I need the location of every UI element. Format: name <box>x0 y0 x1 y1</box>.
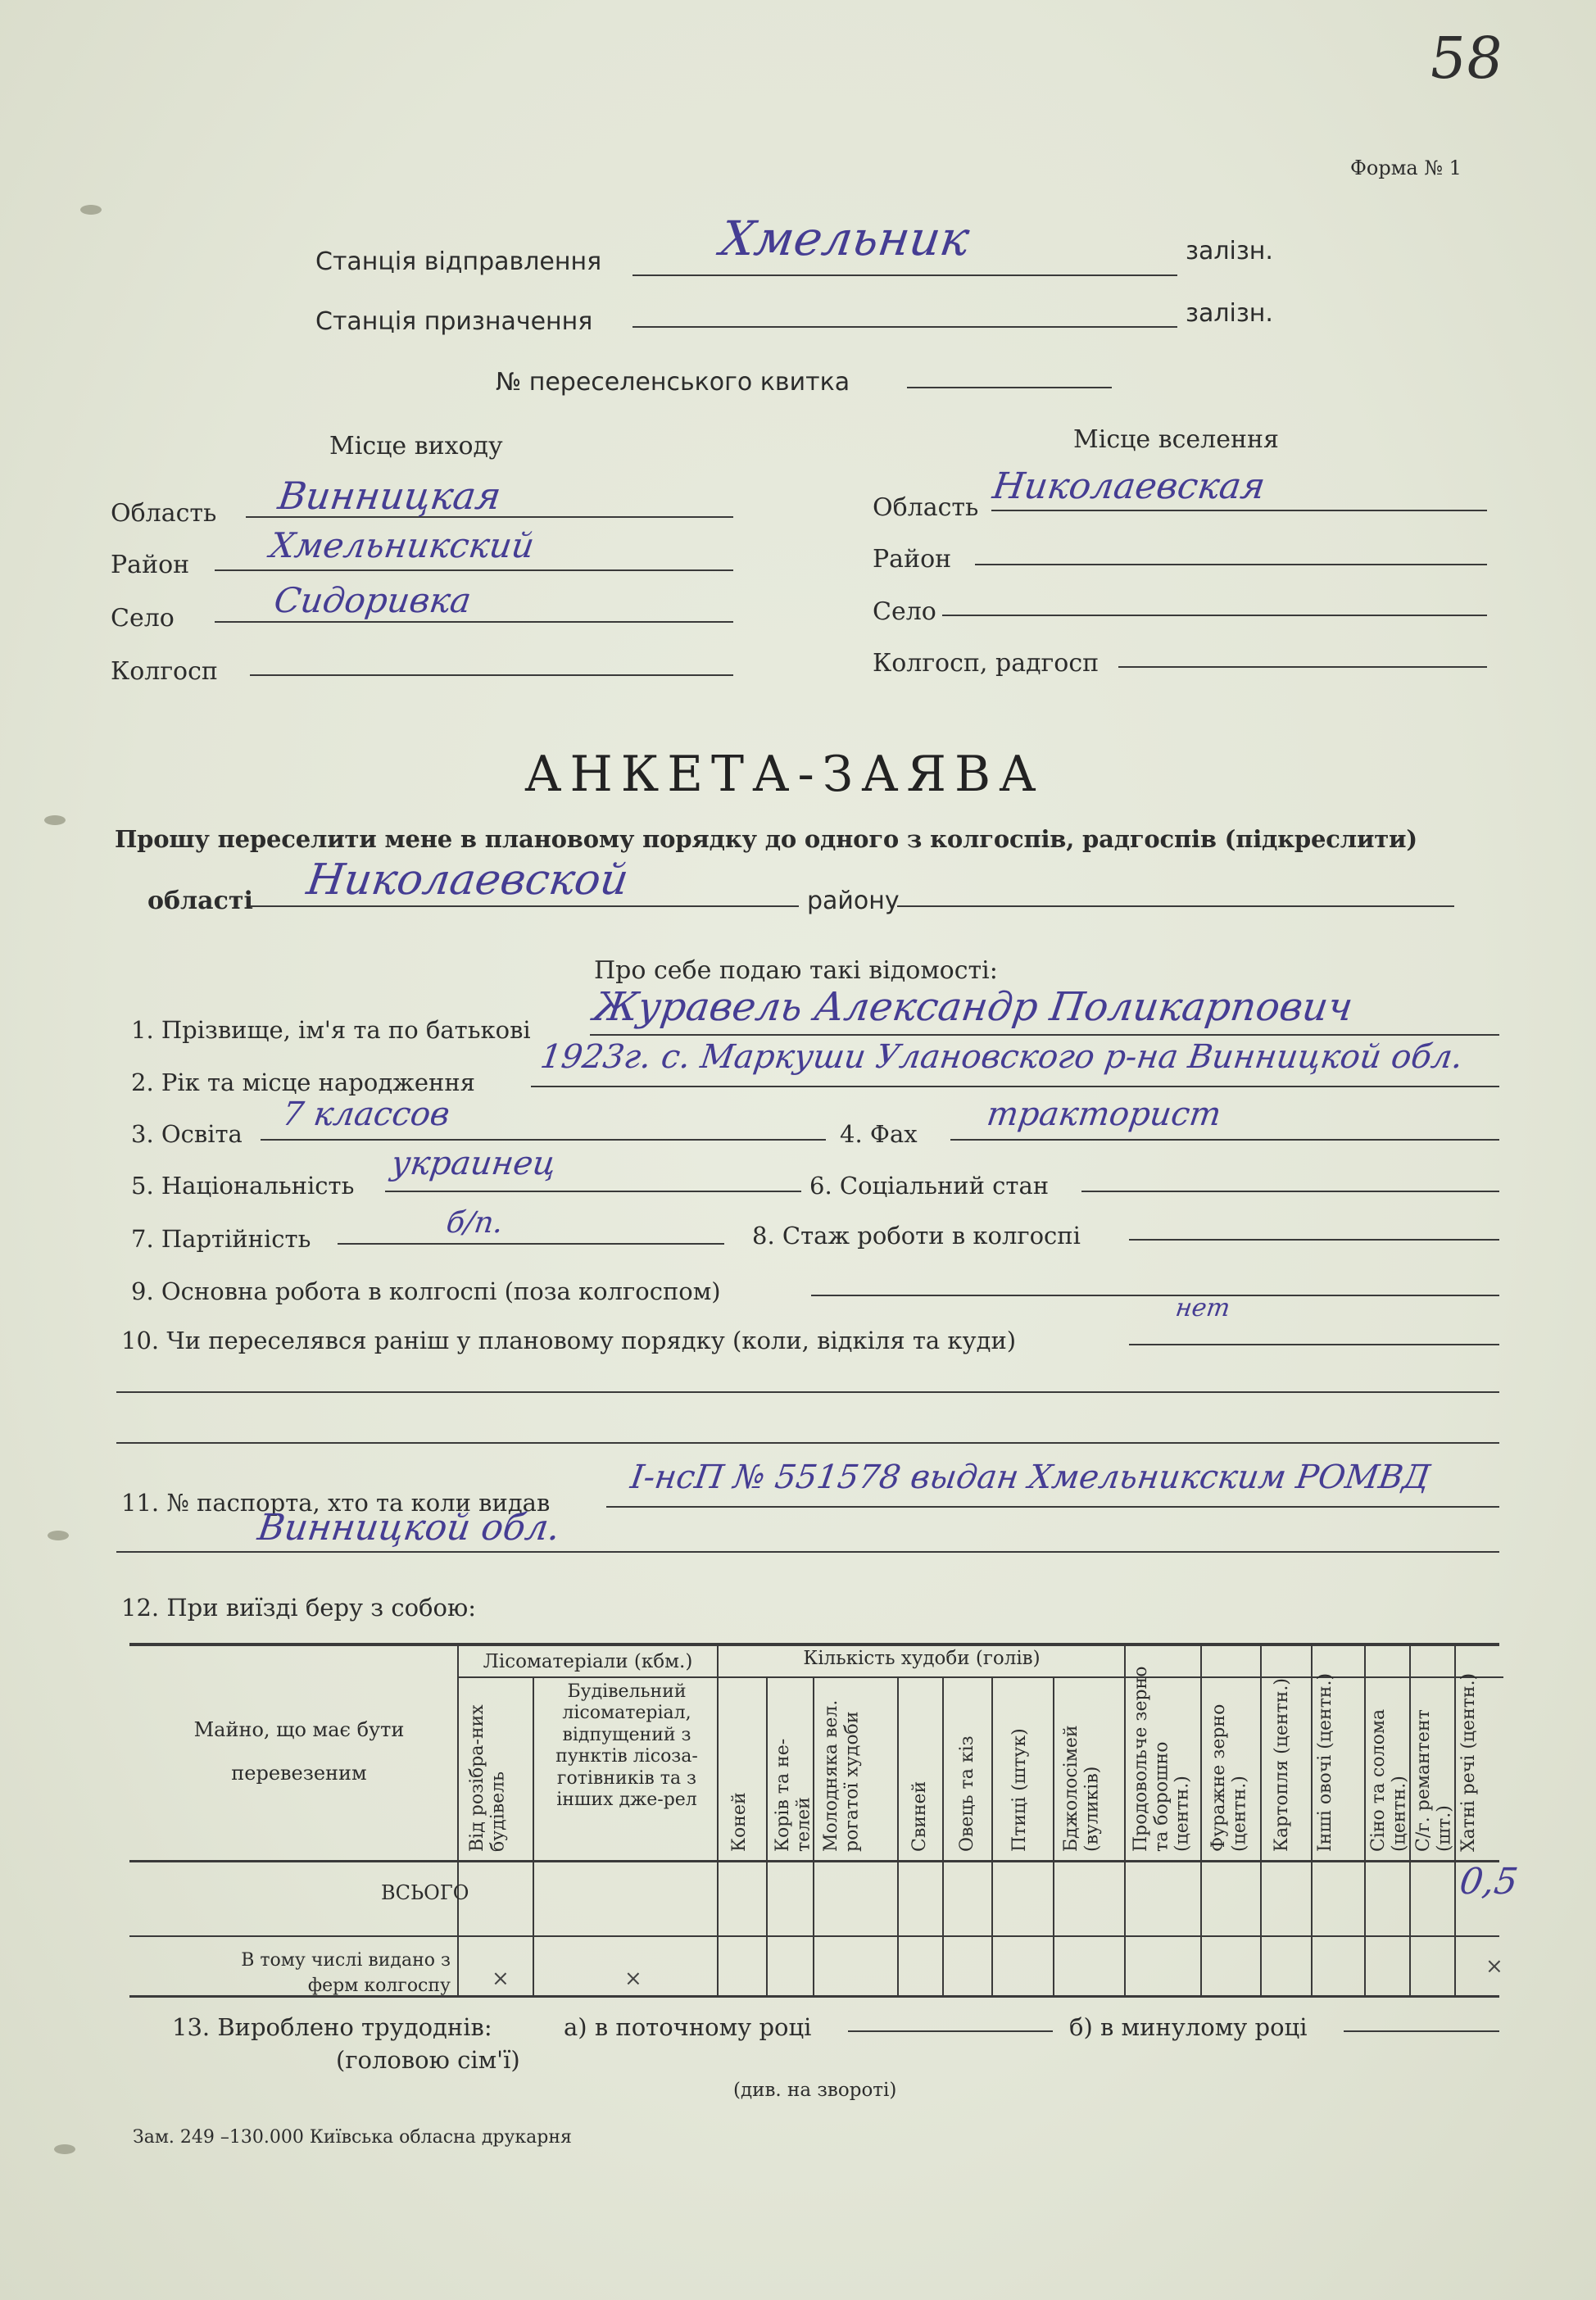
field-5-value: украинец <box>388 1145 559 1182</box>
info-intro: Про себе подаю такі відомості: <box>594 956 998 985</box>
col-bees: Бджолосімей (вуликів) <box>1061 1725 1103 1852</box>
table-col-line <box>1053 1676 1054 1995</box>
table-top-border <box>129 1643 1499 1646</box>
col-horses: Коней <box>729 1792 750 1852</box>
dest-rayon-line <box>975 564 1487 565</box>
field-3-label: 3. Освіта <box>131 1120 243 1148</box>
field-8-label: 8. Стаж роботи в колгоспі <box>752 1222 1081 1250</box>
printer-note: Зам. 249 –130.000 Київська обласна друкарня <box>133 2127 572 2148</box>
page-number: 58 <box>1425 25 1508 92</box>
group-livestock: Кількість худоби (голів) <box>803 1648 1041 1669</box>
departure-station-line <box>633 274 1177 276</box>
item13-label: 13. Вироблено трудоднів: <box>172 2013 492 2041</box>
total-household-value: 0,5 <box>1457 1861 1521 1903</box>
col-cows: Корів та не-телей <box>773 1738 814 1852</box>
request-line: Прошу переселити мене в плановому порядку до одного з колгоспів, радгоспів (підкреслити) <box>115 825 1417 853</box>
binding-mark <box>80 205 102 215</box>
table-col-line <box>717 1643 719 1995</box>
cross-mark: × <box>624 1967 642 1991</box>
form-label: Форма № 1 <box>1350 157 1462 179</box>
col-poultry: Птиці (штук) <box>1009 1728 1030 1852</box>
field-11-label: 11. № паспорта, хто та коли видав <box>121 1489 551 1517</box>
binding-mark <box>44 815 66 825</box>
field-6-label: 6. Соціальний стан <box>809 1172 1050 1200</box>
cross-mark: × <box>492 1967 510 1991</box>
origin-selo-label: Село <box>111 604 175 633</box>
request-oblast-value: Николаевской <box>303 855 632 905</box>
col-building-timber: Будівельний лісоматеріал, відпущений з пунктів лісоза-готівників та з інших дже-рел <box>555 1681 698 1810</box>
field-1-value: Журавель Александр Поликарпович <box>591 984 1356 1030</box>
table-row-line <box>129 1935 1499 1937</box>
col-property: Майно, що має бути перевезеним <box>193 1718 405 1785</box>
arrival-station-label: Станція призначення <box>315 307 593 336</box>
item13-b-line <box>1344 2030 1499 2032</box>
origin-oblast-value: Винницкая <box>275 474 504 518</box>
page-title: АНКЕТА-ЗАЯВА <box>524 746 1045 803</box>
table-col-line <box>942 1676 944 1995</box>
col-sheep: Овець та кіз <box>957 1735 977 1852</box>
origin-heading: Місце виходу <box>329 432 503 460</box>
dest-selo-label: Село <box>873 597 936 626</box>
table-col-line <box>1311 1643 1313 1995</box>
field-2-value: 1923г. с. Маркуши Улановского р-на Винницкой обл. <box>537 1038 1466 1076</box>
field-8-line <box>1129 1239 1499 1241</box>
dest-oblast-line <box>991 510 1487 511</box>
field-2-label: 2. Рік та місце народження <box>131 1068 475 1096</box>
table-col-line <box>766 1676 768 1995</box>
col-equipment: С/г. ремантент (шт.) <box>1413 1709 1455 1852</box>
cross-mark: × <box>1485 1954 1503 1979</box>
field-3-value: 7 классов <box>279 1096 452 1133</box>
request-oblast-line <box>250 905 799 907</box>
field-12-label: 12. При виїзді беру з собою: <box>121 1594 476 1622</box>
departure-station-label: Станція відправлення <box>315 247 602 276</box>
table-header-bottom <box>129 1860 1499 1862</box>
origin-rayon-value: Хмельникский <box>267 525 537 565</box>
request-oblast-label: області <box>147 887 253 915</box>
item13-a: а) в поточному році <box>564 2013 812 2041</box>
field-7-line <box>338 1243 724 1245</box>
origin-kolhosp-line <box>250 674 733 676</box>
origin-selo-value: Сидоривка <box>271 580 474 620</box>
origin-oblast-label: Область <box>111 499 217 528</box>
col-disassembled: Від розібра-них будівель <box>467 1704 509 1852</box>
col-pigs: Свиней <box>909 1781 930 1852</box>
col-household: Хатні речі (центн.) <box>1458 1672 1479 1852</box>
field-10-label: 10. Чи переселявся раніш у плановому порядку (коли, відкіля та куди) <box>121 1327 1017 1354</box>
request-rayon-label: району <box>807 887 900 915</box>
arrival-station-line <box>633 326 1177 328</box>
col-grain: Продовольче зерно та борошно (центн.) <box>1131 1666 1193 1852</box>
field-1-line <box>590 1034 1499 1036</box>
field-4-label: 4. Фах <box>840 1120 918 1148</box>
field-4-line <box>950 1139 1499 1141</box>
col-young: Молодняка вел. рогатої худоби <box>821 1699 863 1852</box>
rail-suffix: залізн. <box>1186 237 1273 265</box>
item13-sub: (головою сім'ї) <box>336 2046 520 2074</box>
field-6-line <box>1081 1191 1499 1192</box>
dest-selo-line <box>942 615 1487 616</box>
field-11-line-2 <box>116 1551 1499 1553</box>
field-10-value: нет <box>1173 1294 1232 1322</box>
table-col-line <box>457 1643 459 1995</box>
destination-heading: Місце вселення <box>1073 425 1279 454</box>
col-fodder: Фуражне зерно (центн.) <box>1208 1703 1250 1852</box>
field-9-line <box>811 1295 1499 1296</box>
field-9-label: 9. Основна робота в колгоспі (поза колгоспом) <box>131 1277 721 1305</box>
origin-rayon-label: Район <box>111 551 190 579</box>
field-7-label: 7. Партійність <box>131 1225 311 1253</box>
ticket-line <box>907 387 1112 388</box>
field-2-line <box>531 1086 1499 1087</box>
group-timber: Лісоматеріали (кбм.) <box>483 1651 693 1672</box>
dest-rayon-label: Район <box>873 545 952 574</box>
field-5-line <box>385 1191 801 1192</box>
field-10-line <box>1129 1344 1499 1345</box>
field-11-value-2: Винницкой обл. <box>255 1507 563 1549</box>
col-potatoes: Картопля (центн.) <box>1272 1678 1292 1852</box>
table-col-line <box>897 1676 899 1995</box>
table-col-line <box>991 1676 993 1995</box>
field-4-value: тракторист <box>984 1096 1224 1133</box>
dest-oblast-label: Область <box>873 493 979 522</box>
origin-rayon-line <box>215 569 733 571</box>
dest-kolhosp-line <box>1118 666 1487 668</box>
table-col-line <box>533 1676 534 1995</box>
field-7-value: б/п. <box>444 1206 506 1240</box>
col-vegetables: Інші овочі (центн.) <box>1315 1672 1335 1852</box>
origin-selo-line <box>215 621 733 623</box>
dest-oblast-value: Николаевская <box>990 465 1268 507</box>
reverse-note: (див. на звороті) <box>733 2080 897 2101</box>
table-col-line <box>1260 1643 1262 1995</box>
field-5-label: 5. Національність <box>131 1172 355 1200</box>
departure-station-value: Хмельник <box>717 211 973 266</box>
rail-suffix: залізн. <box>1186 299 1273 328</box>
field-1-label: 1. Прізвище, ім'я та по батькові <box>131 1016 531 1044</box>
col-hay: Сіно та солома (центн.) <box>1368 1708 1410 1852</box>
table-col-line <box>1200 1643 1202 1995</box>
binding-mark <box>48 1531 69 1540</box>
binding-mark <box>54 2144 75 2154</box>
dest-kolhosp-label: Колгосп, радгосп <box>873 649 1100 678</box>
table-col-line <box>1364 1643 1366 1995</box>
item13-a-line <box>848 2030 1053 2032</box>
field-10-line-2 <box>116 1391 1499 1393</box>
table-col-line <box>1124 1643 1126 1995</box>
row-total-label: ВСЬОГО <box>381 1881 469 1904</box>
field-3-line <box>261 1139 826 1141</box>
field-11-line <box>606 1506 1499 1508</box>
origin-kolhosp-label: Колгосп <box>111 657 218 686</box>
ticket-label: № переселенського квитка <box>496 368 850 397</box>
request-rayon-line <box>897 905 1454 907</box>
field-11-value: I-нсП № 551578 выдан Хмельникским РОМВД <box>628 1458 1433 1496</box>
field-10-line-3 <box>116 1442 1499 1444</box>
row-farm-label: В тому числі видано з ферм колгоспу <box>241 1950 451 1996</box>
item13-b: б) в минулому році <box>1069 2013 1308 2041</box>
